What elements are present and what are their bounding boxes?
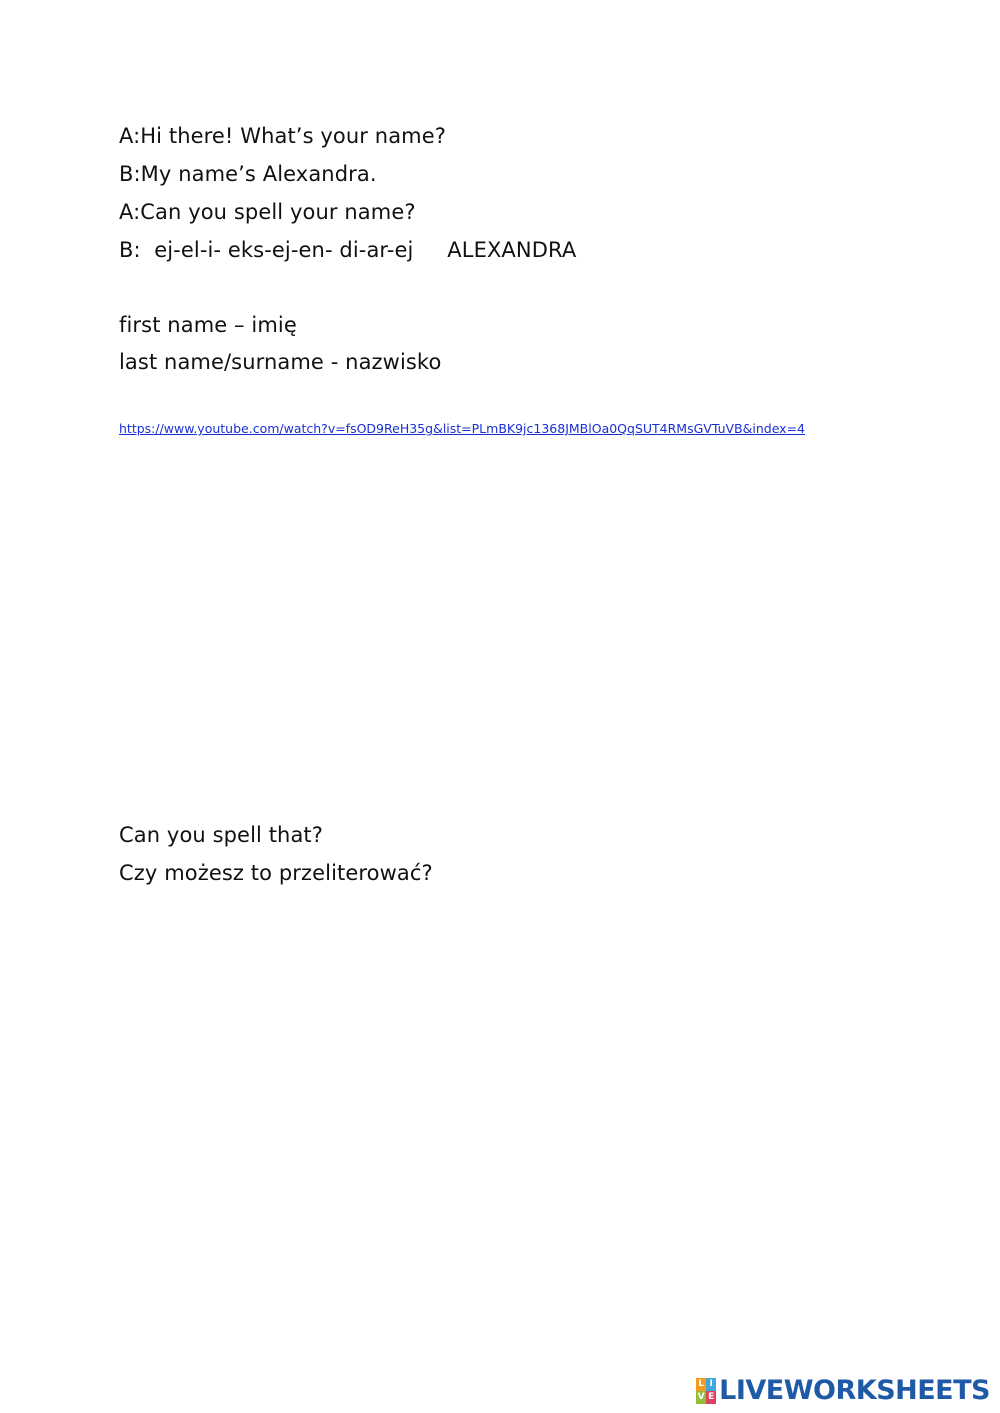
phrase-polish: Czy możesz to przeliterować? [119, 861, 433, 885]
phrase-english: Can you spell that? [119, 823, 324, 847]
dialogue-line-b2: B: ej-el-i- eks-ej-en- di-ar-ej ALEXANDRA [119, 238, 577, 262]
dialogue-line-b1: B:My name’s Alexandra. [119, 162, 377, 186]
liveworksheets-logo-icon: L I V E [697, 1379, 715, 1402]
liveworksheets-logo [696, 1377, 990, 1405]
liveworksheets-brand-text: LIVEWORKSHEETS [719, 1375, 990, 1406]
dialogue-line-a1: A:Hi there! What’s your name? [119, 124, 446, 148]
vocab-first-name: first name – imię [119, 313, 297, 337]
dialogue-line-a2: A:Can you spell your name? [119, 200, 416, 224]
youtube-link[interactable]: https://www.youtube.com/watch?v=fsOD9ReH35g&list=PLmBK9jc1368JMBlOa0QqSUT4RMsGVTuVB&index=4 [119, 421, 806, 436]
vocab-last-name: last name/surname - nazwisko [119, 350, 442, 374]
